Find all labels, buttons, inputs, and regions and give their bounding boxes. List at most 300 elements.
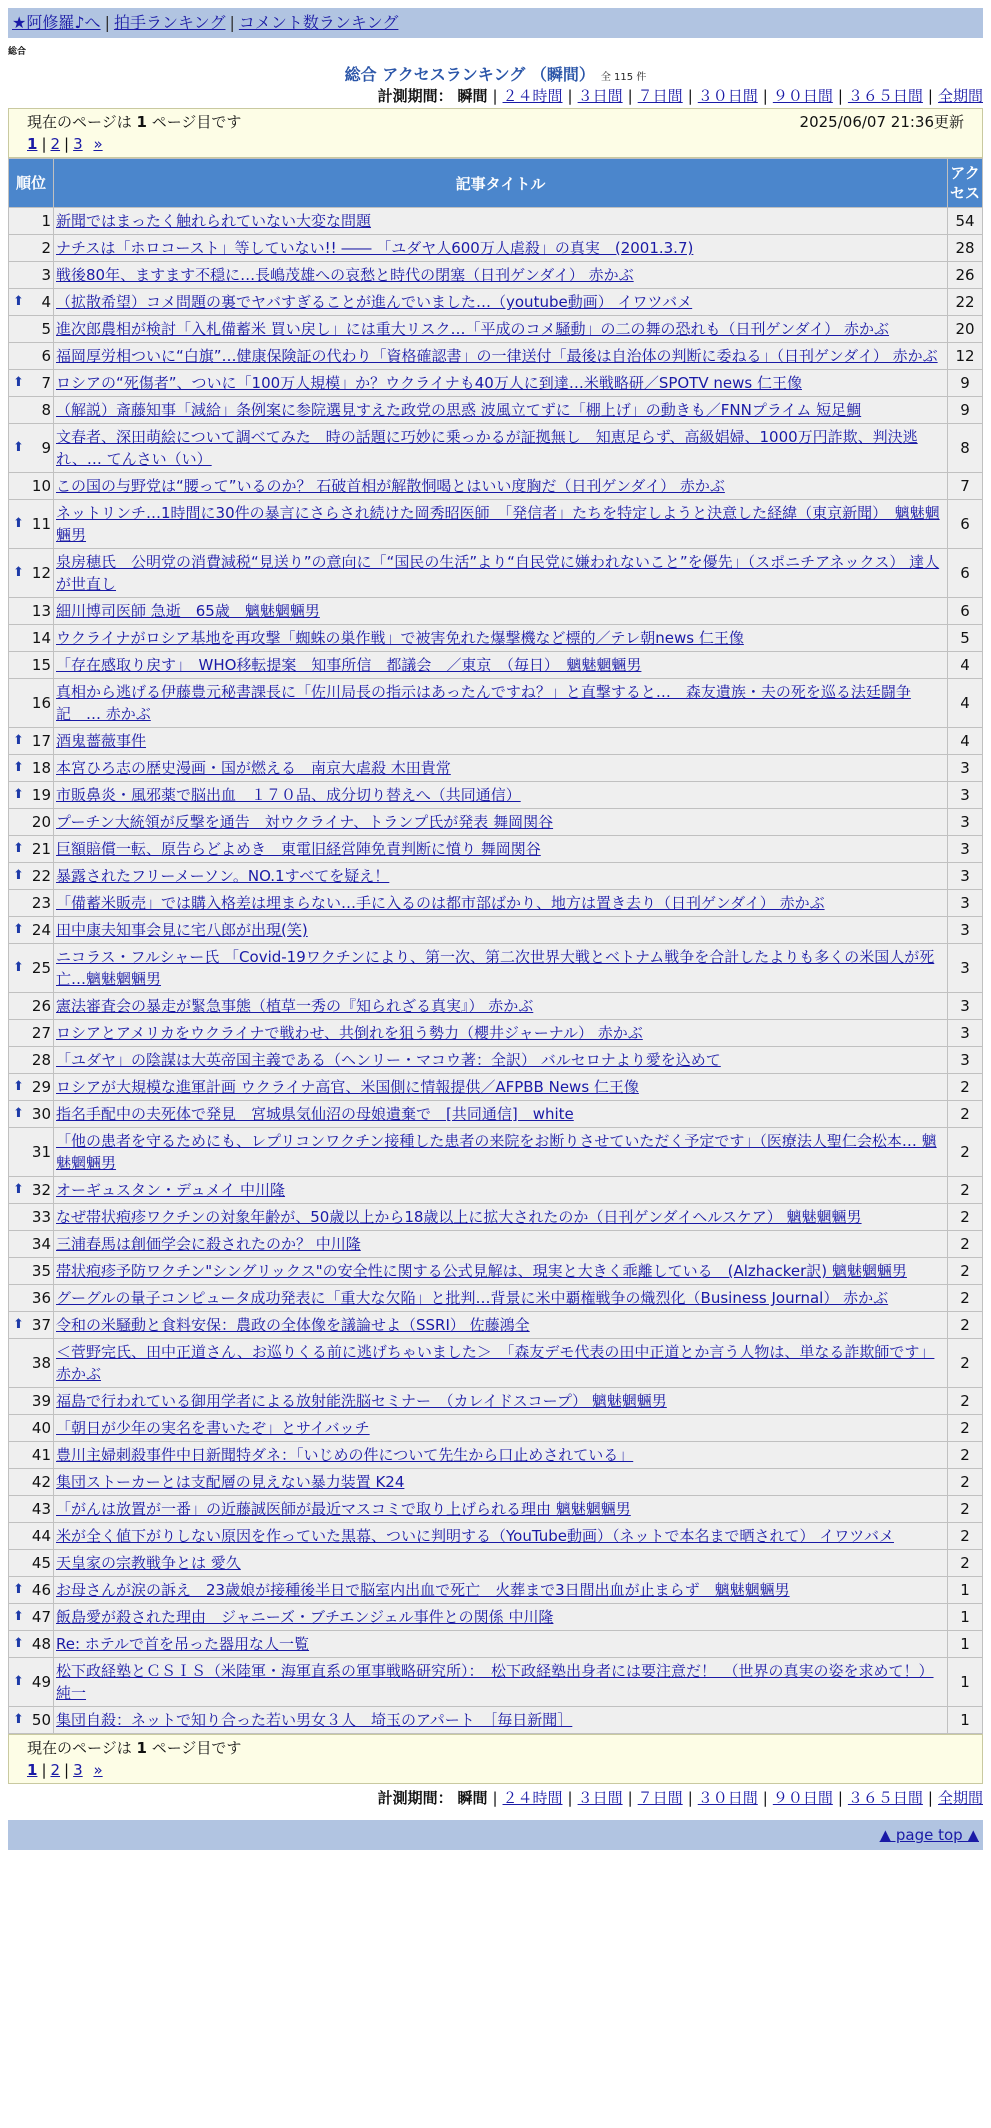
rank-up-arrow-icon: ⬆	[13, 1636, 24, 1651]
article-link[interactable]: 豊川主婦刺殺事件中日新聞特ダネ：「いじめの件について先生から口止めされている」	[56, 1446, 634, 1464]
article-link[interactable]: 戦後80年、ますます不穏に…長嶋茂雄への哀愁と時代の閉塞（日刊ゲンダイ） 赤かぶ	[56, 266, 634, 284]
period-90d[interactable]: ９０日間	[772, 87, 833, 105]
access-count: 3	[948, 836, 983, 863]
rank-number: 44	[31, 1527, 51, 1545]
page-link-3-bottom[interactable]: 3	[73, 1761, 83, 1779]
access-count: 1	[948, 1707, 983, 1734]
access-count: 2	[948, 1074, 983, 1101]
rank-cell	[9, 1388, 54, 1415]
access-count: 7	[948, 473, 983, 500]
rank-number: 37	[31, 1316, 51, 1334]
article-link[interactable]: 「他の患者を守るためにも、レプリコンワクチン接種した患者の来院をお断りさせていただく予定です」（医療法人聖仁会松本… 魑魅魍魎男	[56, 1132, 937, 1172]
header-access: アクセス	[948, 159, 983, 208]
title-cell	[54, 1388, 948, 1415]
rank-cell	[9, 1128, 54, 1177]
rank-number: 48	[31, 1635, 51, 1653]
period-30d-bottom[interactable]: ３０日間	[697, 1789, 758, 1807]
rank-number: 31	[31, 1143, 51, 1161]
period-24h-bottom[interactable]: ２４時間	[502, 1789, 563, 1807]
title-cell	[54, 1101, 948, 1128]
rank-number: 47	[31, 1608, 51, 1626]
access-count: 2	[948, 1312, 983, 1339]
rank-number: 49	[31, 1673, 51, 1691]
table-row	[9, 289, 983, 316]
table-row	[9, 1631, 983, 1658]
rank-number: 35	[31, 1262, 51, 1280]
article-link[interactable]: 松下政経塾とＣＳＩＳ（米陸軍・海軍直系の軍事戦略研究所）： 松下政経塾出身者には要注意だ！ （世界の真実の姿を求めて！） 純一	[56, 1662, 934, 1702]
rank-cell	[9, 890, 54, 917]
access-count: 4	[948, 679, 983, 728]
rank-cell	[9, 836, 54, 863]
rank-number: 46	[31, 1581, 51, 1599]
article-link[interactable]: 憲法審査会の暴走が緊急事態（植草一秀の『知られざる真実』） 赤かぶ	[56, 997, 534, 1015]
access-count: 1	[948, 1604, 983, 1631]
rank-cell	[9, 1047, 54, 1074]
top-navigation-bar	[8, 8, 983, 38]
access-count: 9	[948, 397, 983, 424]
title-cell	[54, 836, 948, 863]
access-count: 2	[948, 1469, 983, 1496]
article-link[interactable]: 真相から逃げる伊藤豊元秘書課長に「佐川局長の指示はあったんですね？」と直撃すると… 森友遺族・夫の死を巡る法廷闘争記 … 赤かぶ	[56, 683, 911, 723]
article-link[interactable]: ウクライナがロシア基地を再攻撃「蜘蛛の巣作戦」で被害免れた爆撃機など標的／テレ朝news 仁王像	[56, 629, 744, 647]
rank-cell	[9, 1604, 54, 1631]
access-count: 2	[948, 1388, 983, 1415]
rank-number: 16	[31, 694, 51, 712]
title-cell	[54, 1496, 948, 1523]
rank-up-arrow-icon: ⬆	[13, 787, 24, 802]
page-link-2-bottom[interactable]: 2	[50, 1761, 61, 1779]
table-row	[9, 1707, 983, 1734]
rank-cell	[9, 1523, 54, 1550]
rank-number: 30	[31, 1105, 51, 1123]
rank-number: 8	[41, 401, 51, 419]
access-count: 3	[948, 890, 983, 917]
rank-cell	[9, 809, 54, 836]
rank-up-arrow-icon: ⬆	[13, 1674, 24, 1689]
table-row	[9, 473, 983, 500]
title-cell	[54, 500, 948, 549]
rank-up-arrow-icon: ⬆	[13, 1106, 24, 1121]
bottom-bar	[8, 1820, 983, 1850]
rank-cell	[9, 1204, 54, 1231]
access-count: 3	[948, 944, 983, 993]
table-row	[9, 1258, 983, 1285]
rank-number: 39	[31, 1392, 51, 1410]
access-count: 9	[948, 370, 983, 397]
article-link[interactable]: 文春者、深田萌絵について調べてみた 時の話題に巧妙に乗っかるが証拠無し 知恵足らず、高級娼婦、1000万円詐欺、判決逃れ、… てんさい（い）	[56, 428, 918, 468]
table-row	[9, 1496, 983, 1523]
rank-number: 19	[31, 786, 51, 804]
article-link[interactable]: プーチン大統領が反撃を通告 対ウクライナ、トランプ氏が発表 舞岡関谷	[56, 813, 554, 831]
table-row	[9, 1020, 983, 1047]
article-link[interactable]: ロシアが大規模な進軍計画 ウクライナ高官、米国側に情報提供／AFPBB News 仁王像	[56, 1078, 639, 1096]
table-row	[9, 1415, 983, 1442]
rank-number: 15	[31, 656, 51, 674]
separator: |	[104, 13, 110, 32]
article-link[interactable]: 「ユダヤ」の陰謀は大英帝国主義である（ヘンリー・マコウ著：全訳） バルセロナより愛を込めて	[56, 1051, 721, 1069]
access-count: 2	[948, 1204, 983, 1231]
rank-cell	[9, 316, 54, 343]
access-count: 2	[948, 1550, 983, 1577]
period-30d[interactable]: ３０日間	[697, 87, 758, 105]
rank-cell	[9, 625, 54, 652]
rank-number: 28	[31, 1051, 51, 1069]
article-link[interactable]: お母さんが涙の訴え 23歳娘が接種後半日で脳室内出血で死亡 火葬まで3日間出血が止まらず 魑魅魍魎男	[56, 1581, 790, 1599]
rank-number: 41	[31, 1446, 51, 1464]
table-row	[9, 397, 983, 424]
title-cell	[54, 1231, 948, 1258]
rank-cell	[9, 1074, 54, 1101]
page-link-1[interactable]: 1	[27, 135, 38, 153]
rank-number: 21	[31, 840, 51, 858]
table-row	[9, 1523, 983, 1550]
article-link[interactable]: 泉房穂氏 公明党の消費減税“見送り”の意向に「“国民の生活”より“自民党に嫌われないこと”を優先」（スポニチアネックス） 達人が世直し	[56, 553, 940, 593]
title-cell	[54, 1047, 948, 1074]
title-cell	[54, 625, 948, 652]
rank-number: 18	[31, 759, 51, 777]
table-row	[9, 1177, 983, 1204]
table-row	[9, 1204, 983, 1231]
rank-number: 26	[31, 997, 51, 1015]
table-row	[9, 1442, 983, 1469]
article-link[interactable]: 田中康夫知事会見に宅八郎が出現(笑)	[56, 921, 308, 939]
rank-up-arrow-icon: ⬆	[13, 868, 24, 883]
table-row	[9, 1128, 983, 1177]
article-link[interactable]: （拡散希望）コメ問題の裏でヤバすぎることが進んでいました…（youtube動画） イワツバメ	[56, 293, 693, 311]
access-count: 2	[948, 1496, 983, 1523]
rank-cell	[9, 262, 54, 289]
title-cell	[54, 993, 948, 1020]
table-row	[9, 1469, 983, 1496]
access-count: 2	[948, 1415, 983, 1442]
access-count: 26	[948, 262, 983, 289]
article-link[interactable]: 細川博司医師 急逝 65歳 魑魅魍魎男	[56, 602, 320, 620]
title-cell	[54, 1550, 948, 1577]
period-3d-bottom[interactable]: ３日間	[577, 1789, 623, 1807]
title-cell	[54, 728, 948, 755]
rank-cell	[9, 652, 54, 679]
rank-up-arrow-icon: ⬆	[13, 733, 24, 748]
rank-number: 34	[31, 1235, 51, 1253]
rank-cell	[9, 944, 54, 993]
period-selector-bottom: 計測期間： 瞬間 | ２４時間 | ３日間 | ７日間 | ３０日間 | ９０日間 | ３６５日間 | 全期間	[377, 1789, 983, 1807]
article-link[interactable]: 「がんは放置が一番」の近藤誠医師が最近マスコミで取り上げられる理由 魑魅魍魎男	[56, 1500, 631, 1518]
rank-cell	[9, 782, 54, 809]
article-link[interactable]: 暴露されたフリーメーソン。NO.1すべてを疑え！	[56, 867, 390, 885]
rank-up-arrow-icon: ⬆	[13, 375, 24, 390]
table-row	[9, 944, 983, 993]
table-row	[9, 500, 983, 549]
title-cell	[54, 1442, 948, 1469]
title-cell	[54, 1658, 948, 1707]
title-cell	[54, 679, 948, 728]
rank-cell	[9, 235, 54, 262]
table-row	[9, 208, 983, 235]
table-row	[9, 1388, 983, 1415]
title-cell	[54, 235, 948, 262]
title-cell	[54, 289, 948, 316]
article-link[interactable]: 天皇家の宗教戦争とは 愛久	[56, 1554, 241, 1572]
rank-up-arrow-icon: ⬆	[13, 922, 24, 937]
rank-cell	[9, 1658, 54, 1707]
rank-cell	[9, 993, 54, 1020]
page-title-text: 総合 アクセスランキング （瞬間）	[344, 65, 595, 84]
page-title	[8, 62, 983, 84]
title-cell	[54, 782, 948, 809]
rank-cell	[9, 1285, 54, 1312]
rank-number: 5	[41, 320, 51, 338]
rank-cell	[9, 1258, 54, 1285]
next-page-link-bottom[interactable]: »	[93, 1761, 103, 1779]
access-count: 8	[948, 424, 983, 473]
article-link[interactable]: ロシアとアメリカをウクライナで戦わせ、共倒れを狙う勢力（櫻井ジャーナル） 赤かぶ	[56, 1024, 643, 1042]
page-link-2[interactable]: 2	[50, 135, 61, 153]
title-cell	[54, 1020, 948, 1047]
article-link[interactable]: 令和の米騒動と食料安保：農政の全体像を議論せよ（SSRI） 佐藤鴻全	[56, 1316, 530, 1334]
page-top-link[interactable]: ▲ page top ▲	[879, 1826, 979, 1844]
rank-number: 9	[41, 439, 51, 457]
table-row	[9, 262, 983, 289]
rank-up-arrow-icon: ⬆	[13, 841, 24, 856]
title-cell	[54, 1604, 948, 1631]
rank-up-arrow-icon: ⬆	[13, 516, 24, 531]
rank-up-arrow-icon: ⬆	[13, 960, 24, 975]
period-7d-bottom[interactable]: ７日間	[637, 1789, 683, 1807]
total-count: 全 115 件	[600, 72, 647, 83]
page-info-top	[8, 108, 983, 158]
rank-number: 12	[31, 564, 51, 582]
period-selector-top: 計測期間： 瞬間 | ２４時間 | ３日間 | ７日間 | ３０日間 | ９０日間 | ３６５日間 | 全期間	[377, 87, 983, 105]
link-ashura-home[interactable]: ★阿修羅♪へ	[12, 13, 101, 32]
article-link[interactable]: 本宮ひろ志の歴史漫画・国が燃える 南京大虐殺 木田貴常	[56, 759, 451, 777]
period-all-bottom[interactable]: 全期間	[937, 1789, 983, 1807]
title-cell	[54, 1469, 948, 1496]
access-count: 6	[948, 500, 983, 549]
title-cell	[54, 343, 948, 370]
table-row	[9, 836, 983, 863]
access-count: 3	[948, 993, 983, 1020]
rank-cell	[9, 370, 54, 397]
header-rank: 順位	[9, 159, 54, 208]
title-cell	[54, 1339, 948, 1388]
table-row	[9, 598, 983, 625]
title-cell	[54, 652, 948, 679]
table-row	[9, 1074, 983, 1101]
access-count: 1	[948, 1577, 983, 1604]
table-row	[9, 890, 983, 917]
table-row	[9, 625, 983, 652]
access-count: 1	[948, 1658, 983, 1707]
rank-cell	[9, 343, 54, 370]
period-90d-bottom[interactable]: ９０日間	[772, 1789, 833, 1807]
table-row	[9, 755, 983, 782]
article-link[interactable]: 「備蓄米販売」では購入格差は埋まらない…手に入るのは都市部ばかり、地方は置き去り（日刊ゲンダイ） 赤かぶ	[56, 894, 825, 912]
rank-cell	[9, 598, 54, 625]
article-link[interactable]: 飯島愛が殺された理由 ジャニーズ・ブチエンジェル事件との関係 中川隆	[56, 1608, 554, 1626]
period-7d[interactable]: ７日間	[637, 87, 683, 105]
rank-number: 40	[31, 1419, 51, 1437]
article-link[interactable]: 進次郎農相が検討「入札備蓄米 買い戻し」には重大リスク…「平成のコメ騒動」の二の舞の恐れも（日刊ゲンダイ） 赤かぶ	[56, 320, 890, 338]
table-row	[9, 370, 983, 397]
title-cell	[54, 1312, 948, 1339]
access-count: 6	[948, 598, 983, 625]
table-row	[9, 993, 983, 1020]
rank-number: 13	[31, 602, 51, 620]
title-cell	[54, 1285, 948, 1312]
article-link[interactable]: 帯状疱疹予防ワクチン"シングリックス"の安全性に関する公式見解は、現実と大きく乖離している (Alzhacker訳) 魑魅魍魎男	[56, 1262, 907, 1280]
title-cell	[54, 316, 948, 343]
period-label: 計測期間：	[377, 87, 453, 105]
table-row	[9, 863, 983, 890]
article-link[interactable]: ネットリンチ…1時間に30件の暴言にさらされ続けた岡秀昭医師 「発信者」たちを特定しようと決意した経緯（東京新聞） 魑魅魍魎男	[56, 504, 940, 544]
page-link-1-bottom[interactable]: 1	[27, 1761, 38, 1779]
title-cell	[54, 549, 948, 598]
article-link[interactable]: ロシアの“死傷者”、ついに「100万人規模」か？ウクライナも40万人に到達…米戦略研／SPOTV news 仁王像	[56, 374, 802, 392]
article-link[interactable]: ＜菅野完氏、田中正道さん、お巡りくる前に逃げちゃいました＞ 「森友デモ代表の田中正道とか言う人物は、単なる詐欺師です」 赤かぶ	[56, 1343, 935, 1383]
title-cell	[54, 863, 948, 890]
access-count: 2	[948, 1523, 983, 1550]
rank-cell	[9, 1631, 54, 1658]
article-link[interactable]: 「存在感取り戻す」 WHO移転提案 知事所信 都議会 ／東京 （毎日） 魑魅魍魎男	[56, 656, 642, 674]
rank-number: 10	[31, 477, 51, 495]
period-365d-bottom[interactable]: ３６５日間	[847, 1789, 923, 1807]
rank-up-arrow-icon: ⬆	[13, 1079, 24, 1094]
rank-number: 7	[41, 374, 51, 392]
rank-cell	[9, 397, 54, 424]
rank-cell	[9, 289, 54, 316]
article-link[interactable]: 市販鼻炎・風邪薬で脳出血 １７０品、成分切り替えへ（共同通信）	[56, 786, 521, 804]
title-cell	[54, 1128, 948, 1177]
table-row	[9, 235, 983, 262]
table-row	[9, 809, 983, 836]
page-link-3[interactable]: 3	[73, 135, 83, 153]
access-count: 2	[948, 1128, 983, 1177]
article-link[interactable]: （解説）斎藤知事「減給」条例案に参院選見すえた政党の思惑 波風立てずに「棚上げ」の動きも／FNNプライム 短足鯛	[56, 401, 862, 419]
rank-cell	[9, 917, 54, 944]
article-link[interactable]: グーグルの量子コンピュータ成功発表に「重大な欠陥」と批判…背景に米中覇権戦争の熾烈化（Business Journal） 赤かぶ	[56, 1289, 889, 1307]
access-count: 5	[948, 625, 983, 652]
article-link[interactable]: 米が全く値下がりしない原因を作っていた黒幕、ついに判明する（YouTube動画）（ネットで本名まで晒されて） イワツバメ	[56, 1527, 894, 1545]
access-count: 6	[948, 549, 983, 598]
link-comment-ranking[interactable]: コメント数ランキング	[238, 13, 399, 32]
article-link[interactable]: ナチスは「ホロコースト」等していない!! ―― 「ユダヤ人600万人虐殺」の真実 (2001.3.7)	[56, 239, 694, 257]
access-count: 20	[948, 316, 983, 343]
period-label-bottom: 計測期間：	[377, 1789, 453, 1807]
rank-number: 14	[31, 629, 51, 647]
rank-cell	[9, 863, 54, 890]
rank-cell	[9, 424, 54, 473]
link-clap-ranking[interactable]: 拍手ランキング	[113, 13, 226, 32]
access-count: 28	[948, 235, 983, 262]
rank-cell	[9, 208, 54, 235]
access-count: 3	[948, 917, 983, 944]
period-3d[interactable]: ３日間	[577, 87, 623, 105]
rank-up-arrow-icon: ⬆	[13, 1582, 24, 1597]
access-count: 2	[948, 1339, 983, 1388]
title-cell	[54, 598, 948, 625]
rank-cell	[9, 1550, 54, 1577]
table-row	[9, 728, 983, 755]
article-link[interactable]: 集団ストーカーとは支配層の見えない暴力装置 K24	[56, 1473, 405, 1491]
article-link[interactable]: 新聞ではまったく触れられていない大変な問題	[56, 212, 372, 230]
access-count: 3	[948, 755, 983, 782]
article-link[interactable]: 「朝日が少年の実名を書いたぞ」とサイバッチ	[56, 1419, 370, 1437]
table-row	[9, 1550, 983, 1577]
rank-cell	[9, 1496, 54, 1523]
table-row	[9, 1658, 983, 1707]
title-cell	[54, 370, 948, 397]
period-current: 瞬間	[457, 87, 488, 105]
rank-cell	[9, 1231, 54, 1258]
rank-number: 27	[31, 1024, 51, 1042]
ranking-table	[8, 158, 983, 1734]
current-page-text: 現在のページは 1 ページ目です	[27, 113, 242, 131]
rank-up-arrow-icon: ⬆	[13, 440, 24, 455]
rank-number: 29	[31, 1078, 51, 1096]
title-cell	[54, 1415, 948, 1442]
article-link[interactable]: 集団自殺：ネットで知り合った若い男女３人 埼玉のアパート ［毎日新聞］	[56, 1711, 573, 1729]
rank-number: 36	[31, 1289, 51, 1307]
rank-cell	[9, 1442, 54, 1469]
access-count: 2	[948, 1258, 983, 1285]
rank-cell	[9, 1469, 54, 1496]
period-24h[interactable]: ２４時間	[502, 87, 563, 105]
title-cell	[54, 1523, 948, 1550]
article-link[interactable]: オーギュスタン・デュメイ 中川隆	[56, 1181, 286, 1199]
title-cell	[54, 424, 948, 473]
rank-number: 45	[31, 1554, 51, 1572]
title-cell	[54, 208, 948, 235]
rank-cell	[9, 1020, 54, 1047]
table-row	[9, 1231, 983, 1258]
article-link[interactable]: 福岡厚労相ついに“白旗”…健康保険証の代わり「資格確認書」の一律送付「最後は自治体の判断に委ねる」（日刊ゲンダイ） 赤かぶ	[56, 347, 938, 365]
rank-number: 23	[31, 894, 51, 912]
title-cell	[54, 262, 948, 289]
article-link[interactable]: 巨額賠償一転、原告らどよめき 東電旧経営陣免責判断に憤り 舞岡関谷	[56, 840, 541, 858]
table-row	[9, 652, 983, 679]
rank-up-arrow-icon: ⬆	[13, 1182, 24, 1197]
rank-up-arrow-icon: ⬆	[13, 565, 24, 580]
rank-cell	[9, 500, 54, 549]
access-count: 1	[948, 1631, 983, 1658]
period-all[interactable]: 全期間	[937, 87, 983, 105]
rank-cell	[9, 1339, 54, 1388]
title-cell	[54, 1074, 948, 1101]
pagination-top: 1 | 2 | 3 »	[27, 135, 103, 153]
article-link[interactable]: Re: ホテルで首を吊った器用な人一覧	[56, 1635, 310, 1653]
next-page-link[interactable]: »	[93, 135, 103, 153]
article-link[interactable]: 指名手配中の夫死体で発見 宮城県気仙沼の母娘遺棄で [共同通信] white	[56, 1105, 574, 1123]
access-count: 3	[948, 809, 983, 836]
rank-number: 32	[31, 1181, 51, 1199]
table-row	[9, 1339, 983, 1388]
rank-number: 22	[31, 867, 51, 885]
period-365d[interactable]: ３６５日間	[847, 87, 923, 105]
rank-cell	[9, 1101, 54, 1128]
article-link[interactable]: この国の与野党は“腰って”いるのか？ 石破首相が解散恫喝とはいい度胸だ（日刊ゲンダイ） 赤かぶ	[56, 477, 725, 495]
article-link[interactable]: 酒鬼薔薇事件	[56, 732, 147, 750]
ranking-table-body	[9, 208, 983, 1734]
rank-number: 24	[31, 921, 51, 939]
article-link[interactable]: 三浦春馬は創価学会に殺されたのか？ 中川隆	[56, 1235, 361, 1253]
title-cell	[54, 397, 948, 424]
rank-cell	[9, 679, 54, 728]
article-link[interactable]: ニコラス・フルシャー氏 「Covid-19ワクチンにより、第一次、第二次世界大戦とベトナム戦争を合計したよりも多くの米国人が死亡…魑魅魍魎男	[56, 948, 935, 988]
title-cell	[54, 1177, 948, 1204]
article-link[interactable]: 福島で行われている御用学者による放射能洗脳セミナー （カレイドスコープ） 魑魅魍魎男	[56, 1392, 667, 1410]
article-link[interactable]: なぜ帯状疱疹ワクチンの対象年齢が、50歳以上から18歳以上に拡大されたのか（日刊ゲンダイヘルスケア） 魑魅魍魎男	[56, 1208, 862, 1226]
table-row	[9, 1312, 983, 1339]
